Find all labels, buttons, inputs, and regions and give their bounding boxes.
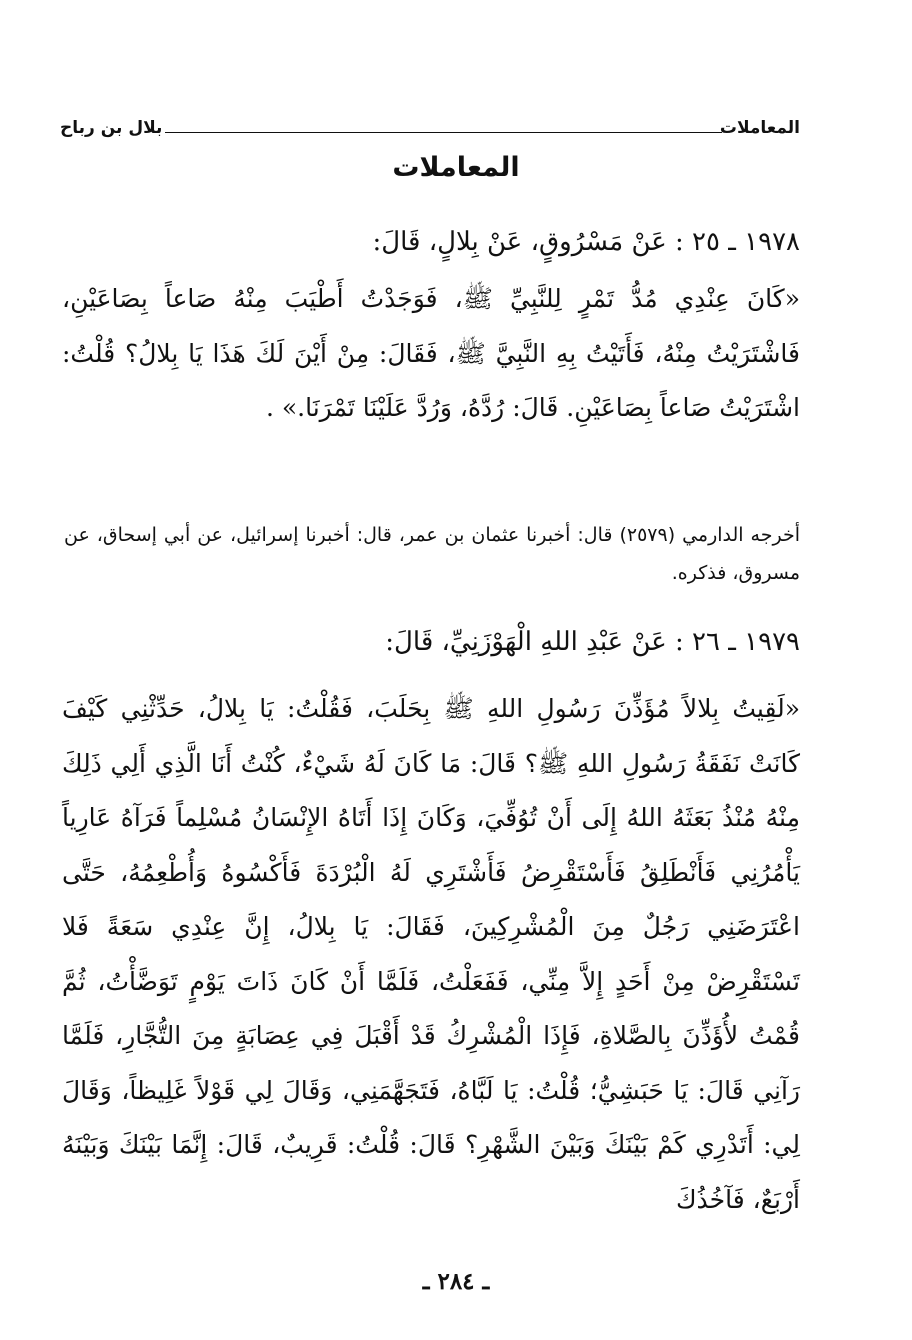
running-header <box>60 118 800 144</box>
hadith-heading-1979: ١٩٧٩ ـ ٢٦ : عَنْ عَبْدِ اللهِ الْهَوْزَنِيِّ، قَالَ: <box>385 627 800 657</box>
running-header-companion: بلال بن رباح <box>60 118 163 138</box>
hadith-text-1979: «لَقِيتُ بِلالاً مُؤَذِّنَ رَسُولِ اللهِ ﷺ بِحَلَبَ، فَقُلْتُ: يَا بِلالُ، حَدِّثْنِي كَيْفَ كَانَتْ نَفَقَةُ رَسُولِ اللهِ ﷺ؟ قَالَ: مَا كَانَ لَهُ شَيْءٌ، كُنْتُ أَنَا الَّذِي أَلِي ذَلِكَ مِنْهُ مُنْذُ بَعَثَهُ اللهُ إِلَى أَنْ تُوُفِّيَ، وَكَانَ إِذَا أَتَاهُ الإِنْسَانُ مُسْلِماً فَرَآهُ عَارِياً يَأْمُرُنِي فَأَنْطَلِقُ فَأَسْتَقْرِضُ فَأَشْتَرِي لَهُ الْبُرْدَةَ فَأَكْسُوهُ وَأُطْعِمُهُ، حَتَّى اعْتَرَضَنِي رَجُلٌ مِنَ الْمُشْرِكِينَ، فَقَالَ: يَا بِلالُ، إِنَّ عِنْدِي سَعَةً فَلا تَسْتَقْرِضْ مِنْ أَحَدٍ إِلاَّ مِنِّي، فَفَعَلْتُ، فَلَمَّا أَنْ كَانَ ذَاتَ يَوْمٍ تَوَضَّأْتُ، ثُمَّ قُمْتُ لأُؤَذِّنَ بِالصَّلاةِ، فَإِذَا الْمُشْرِكُ قَدْ أَقْبَلَ فِي عِصَابَةٍ مِنَ التُّجَّارِ، فَلَمَّا رَآنِي قَالَ: يَا حَبَشِيُّ؛ قُلْتُ: يَا لَبَّاهُ، فَتَجَهَّمَنِي، وَقَالَ لِي قَوْلاً غَلِيظاً، وَقَالَ لِي: أَتَدْرِي كَمْ بَيْنَكَ وَبَيْنَ الشَّهْرِ؟ قَالَ: قُلْتُ: قَرِيبٌ، قَالَ: إِنَّمَا بَيْنَكَ وَبَيْنَهُ أَرْبَعٌ، فَآخُذُكَ <box>62 694 801 1214</box>
hadith-heading-1978: ١٩٧٨ ـ ٢٥ : عَنْ مَسْرُوقٍ، عَنْ بِلالٍ، قَالَ: <box>372 227 800 257</box>
page-number: ـ ٢٨٤ ـ <box>422 1268 490 1295</box>
hadith-text-1978: «كَانَ عِنْدِي مُدُّ تَمْرٍ لِلنَّبِيِّ ﷺ، فَوَجَدْتُ أَطْيَبَ مِنْهُ صَاعاً بِصَاعَيْنِ، فَاشْتَرَيْتُ مِنْهُ، فَأَتَيْتُ بِهِ النَّبِيَّ ﷺ، فَقَالَ: مِنْ أَيْنَ لَكَ هَذَا يَا بِلالُ؟ قُلْتُ: اشْتَرَيْتُ صَاعاً بِصَاعَيْنِ. قَالَ: رُدَّهُ، وَرُدَّ عَلَيْنَا تَمْرَنَا.» . <box>62 284 800 422</box>
running-header-rule <box>165 132 722 133</box>
chapter-title: المعاملات <box>392 152 520 183</box>
running-header-chapter: المعاملات <box>719 118 800 138</box>
takhrij-note: أخرجه الدارمي (٢٥٧٩) قال: أخبرنا عثمان بن عمر، قال: أخبرنا إسرائيل، عن أبي إسحاق، عن مسروق، فذكره. <box>64 524 800 584</box>
